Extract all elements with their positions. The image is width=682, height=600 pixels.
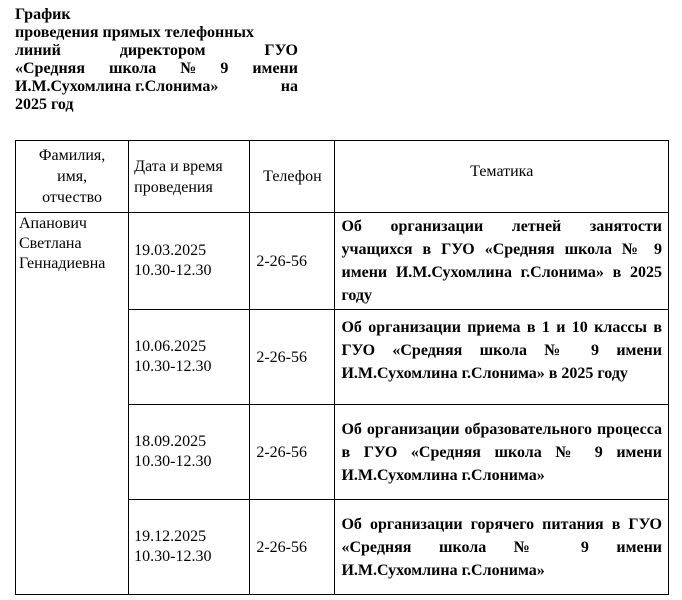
phone-cell: 2-26-56 — [250, 310, 335, 405]
title-word: И.М.Сухомлина г.Слонима» — [15, 78, 219, 95]
header-name: Фамилия, имя, отчество — [16, 141, 129, 213]
title-line-5 — [15, 78, 298, 96]
topic-cell: Об организации приема в 1 и 10 классы в ГУО «Средняя школа № 9 имени И.М.Сухомлина г.Слонима» в 2025 году — [335, 310, 669, 405]
title-line-3 — [15, 42, 298, 60]
document-title — [15, 6, 298, 114]
table-row — [16, 213, 669, 310]
topic-cell: Об организации образовательного процесса в ГУО «Средняя школа № 9 имени И.М.Сухомлина г.Слонима» — [335, 405, 669, 500]
title-word: № — [180, 60, 197, 77]
title-word: 9 — [220, 60, 229, 77]
title-line-1: График — [15, 6, 71, 23]
title-line-2: проведения прямых телефонных — [15, 24, 254, 41]
title-word: «Средняя — [15, 60, 85, 77]
title-word: имени — [252, 60, 298, 77]
phone-cell: 2-26-56 — [250, 500, 335, 595]
topic-cell: Об организации летней занятости учащихся в ГУО «Средняя школа № 9 имени И.М.Сухомлина г.Слонима» в 2025 году — [335, 213, 669, 310]
header-topic: Тематика — [335, 141, 669, 213]
phone-cell: 2-26-56 — [250, 405, 335, 500]
person-cell: Апанович Светлана Геннадиевна — [16, 213, 129, 595]
title-word: линий — [15, 42, 61, 59]
date-cell: 19.12.2025 10.30-12.30 — [129, 500, 250, 595]
date-cell: 19.03.2025 10.30-12.30 — [129, 213, 250, 310]
date-cell: 18.09.2025 10.30-12.30 — [129, 405, 250, 500]
title-word: на — [280, 78, 298, 95]
title-line-6: 2025 год — [15, 96, 74, 113]
table-header-row — [16, 141, 669, 213]
phone-cell: 2-26-56 — [250, 213, 335, 310]
topic-cell: Об организации горячего питания в ГУО «Средняя школа № 9 имени И.М.Сухомлина г.Слонима» — [335, 500, 669, 595]
date-cell: 10.06.2025 10.30-12.30 — [129, 310, 250, 405]
header-date: Дата и время проведения — [129, 141, 250, 213]
title-word: директором — [119, 42, 206, 59]
schedule-table — [15, 140, 669, 595]
title-word: ГУО — [264, 42, 298, 59]
title-word: школа — [108, 60, 157, 77]
title-line-4 — [15, 60, 298, 78]
header-phone: Телефон — [250, 141, 335, 213]
